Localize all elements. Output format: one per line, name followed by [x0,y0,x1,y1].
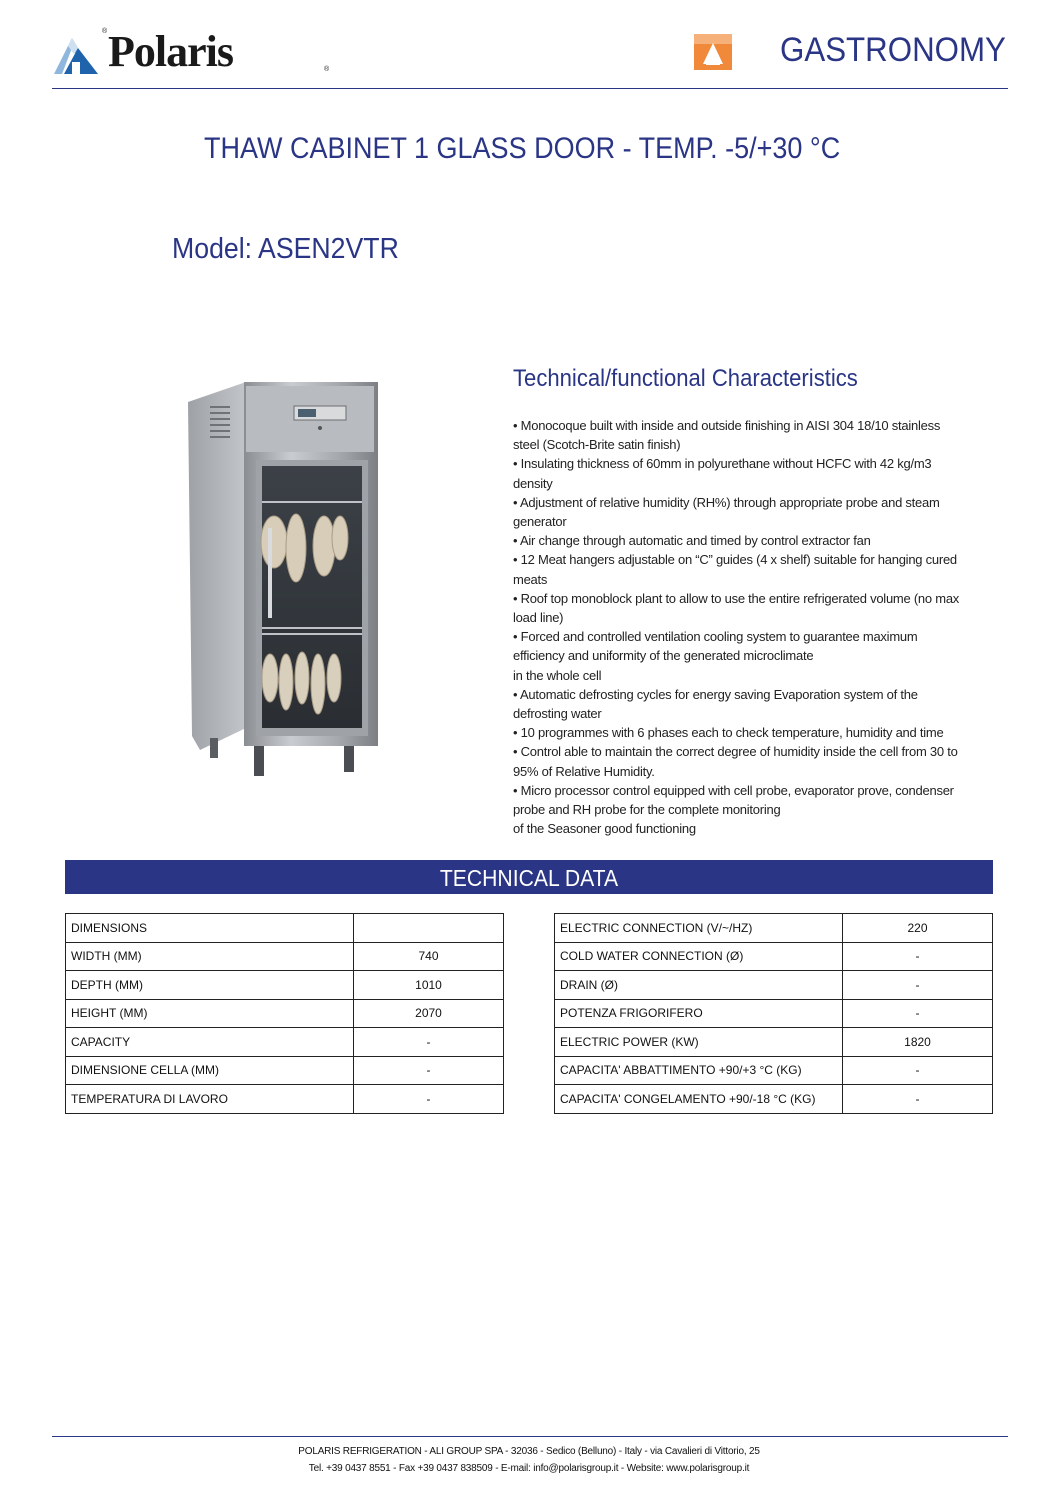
table-row [66,1056,504,1085]
characteristics-line: • Air change through automatic and timed by control extractor fan [513,533,871,549]
electrical-table [554,913,993,1114]
spec-value: 1820 [843,1028,993,1057]
header-divider [52,88,1008,89]
characteristics-line: load line) [513,610,564,626]
characteristics-list [513,416,997,838]
spec-label: ELECTRIC CONNECTION (V/~/HZ) [555,914,843,943]
spec-label: CAPACITY [66,1028,354,1057]
spec-label: DIMENSIONE CELLA (MM) [66,1056,354,1085]
characteristics-line: • Forced and controlled ventilation cooling system to guarantee maximum [513,629,918,645]
table-row [555,1056,993,1085]
characteristics-line: • Micro processor control equipped with cell probe, evaporator prove, condenser [513,782,954,798]
characteristics-line: • Automatic defrosting cycles for energy saving Evaporation system of the [513,686,918,702]
dimensions-table [65,913,504,1114]
table-row [66,942,504,971]
characteristics-line: • 10 programmes with 6 phases each to check temperature, humidity and time [513,725,944,741]
characteristics-line: probe and RH probe for the complete monitoring [513,802,781,818]
characteristics-line: • Roof top monoblock plant to allow to use the entire refrigerated volume (no max [513,590,960,606]
characteristics-line: in the whole cell [513,667,602,683]
model-title: Model: ASEN2VTR [172,233,399,265]
table-row [66,1028,504,1057]
spec-value: - [843,1085,993,1114]
spec-label: CAPACITA' CONGELAMENTO +90/-18 °C (KG) [555,1085,843,1114]
spec-label: DRAIN (Ø) [555,971,843,1000]
polaris-logo-icon [52,28,102,78]
footer-contact: Tel. +39 0437 8551 - Fax +39 0437 838509 - E-mail: info@polarisgroup.it - Website: www.polarisgroup.it [308,1463,750,1474]
spec-label: ELECTRIC POWER (KW) [555,1028,843,1057]
spec-label: POTENZA FRIGORIFERO [555,999,843,1028]
characteristics-line: • 12 Meat hangers adjustable on “C” guides (4 x shelf) suitable for hanging cured [513,552,957,568]
spec-value [354,914,504,943]
table-row [555,1028,993,1057]
spec-label: HEIGHT (MM) [66,999,354,1028]
table-row [555,971,993,1000]
characteristics-line: defrosting water [513,706,602,722]
spec-label: COLD WATER CONNECTION (Ø) [555,942,843,971]
characteristics-line: meats [513,571,548,587]
technical-data-title: TECHNICAL DATA [439,865,619,891]
gastronomy-category-icon [694,34,732,70]
characteristics-line: • Insulating thickness of 60mm in polyurethane without HCFC with 42 kg/m3 [513,456,932,472]
spec-label: DIMENSIONS [66,914,354,943]
spec-value: 220 [843,914,993,943]
spec-value: - [843,999,993,1028]
polaris-logo [52,26,330,78]
product-image [182,378,388,798]
spec-label: DEPTH (MM) [66,971,354,1000]
spec-value: - [354,1028,504,1057]
table-row [555,1085,993,1114]
spec-value: 1010 [354,971,504,1000]
spec-label: TEMPERATURA DI LAVORO [66,1085,354,1114]
characteristics-line: • Control able to maintain the correct degree of humidity inside the cell from 30 to [513,744,958,760]
footer-address: POLARIS REFRIGERATION - ALI GROUP SPA - 32036 - Sedico (Belluno) - Italy - via Cavalieri di Vittorio, 25 [298,1446,760,1457]
characteristics-line: density [513,475,553,491]
characteristics-line: steel (Scotch-Brite satin finish) [513,437,681,453]
spec-value: - [843,1056,993,1085]
characteristics-line: efficiency and uniformity of the generated microclimate [513,648,814,664]
technical-data-banner [65,860,993,894]
registered-mark-icon: ® [102,28,108,35]
category-title: GASTRONOMY [780,31,1006,69]
table-row [555,942,993,971]
table-row [555,999,993,1028]
table-row [66,999,504,1028]
table-row [66,1085,504,1114]
table-row [66,914,504,943]
characteristics-line: of the Seasoner good functioning [513,821,696,837]
product-title: THAW CABINET 1 GLASS DOOR - TEMP. -5/+30 °C [204,132,841,165]
spec-label: WIDTH (MM) [66,942,354,971]
spec-value: 740 [354,942,504,971]
registered-mark-icon: ® [324,66,330,73]
spec-value: - [354,1056,504,1085]
spec-value: - [354,1085,504,1114]
spec-value: 2070 [354,999,504,1028]
brand-name: Polaris [108,27,233,76]
characteristics-line: 95% of Relative Humidity. [513,763,655,779]
characteristics-line: • Monocoque built with inside and outside finishing in AISI 304 18/10 stainless [513,418,941,433]
footer-divider [52,1436,1008,1437]
spec-value: - [843,942,993,971]
spec-value: - [843,971,993,1000]
characteristics-line: • Adjustment of relative humidity (RH%) through appropriate probe and steam [513,494,940,510]
characteristics-line: generator [513,514,567,530]
table-row [555,914,993,943]
table-row [66,971,504,1000]
characteristics-title: Technical/functional Characteristics [513,365,858,392]
spec-label: CAPACITA' ABBATTIMENTO +90/+3 °C (KG) [555,1056,843,1085]
